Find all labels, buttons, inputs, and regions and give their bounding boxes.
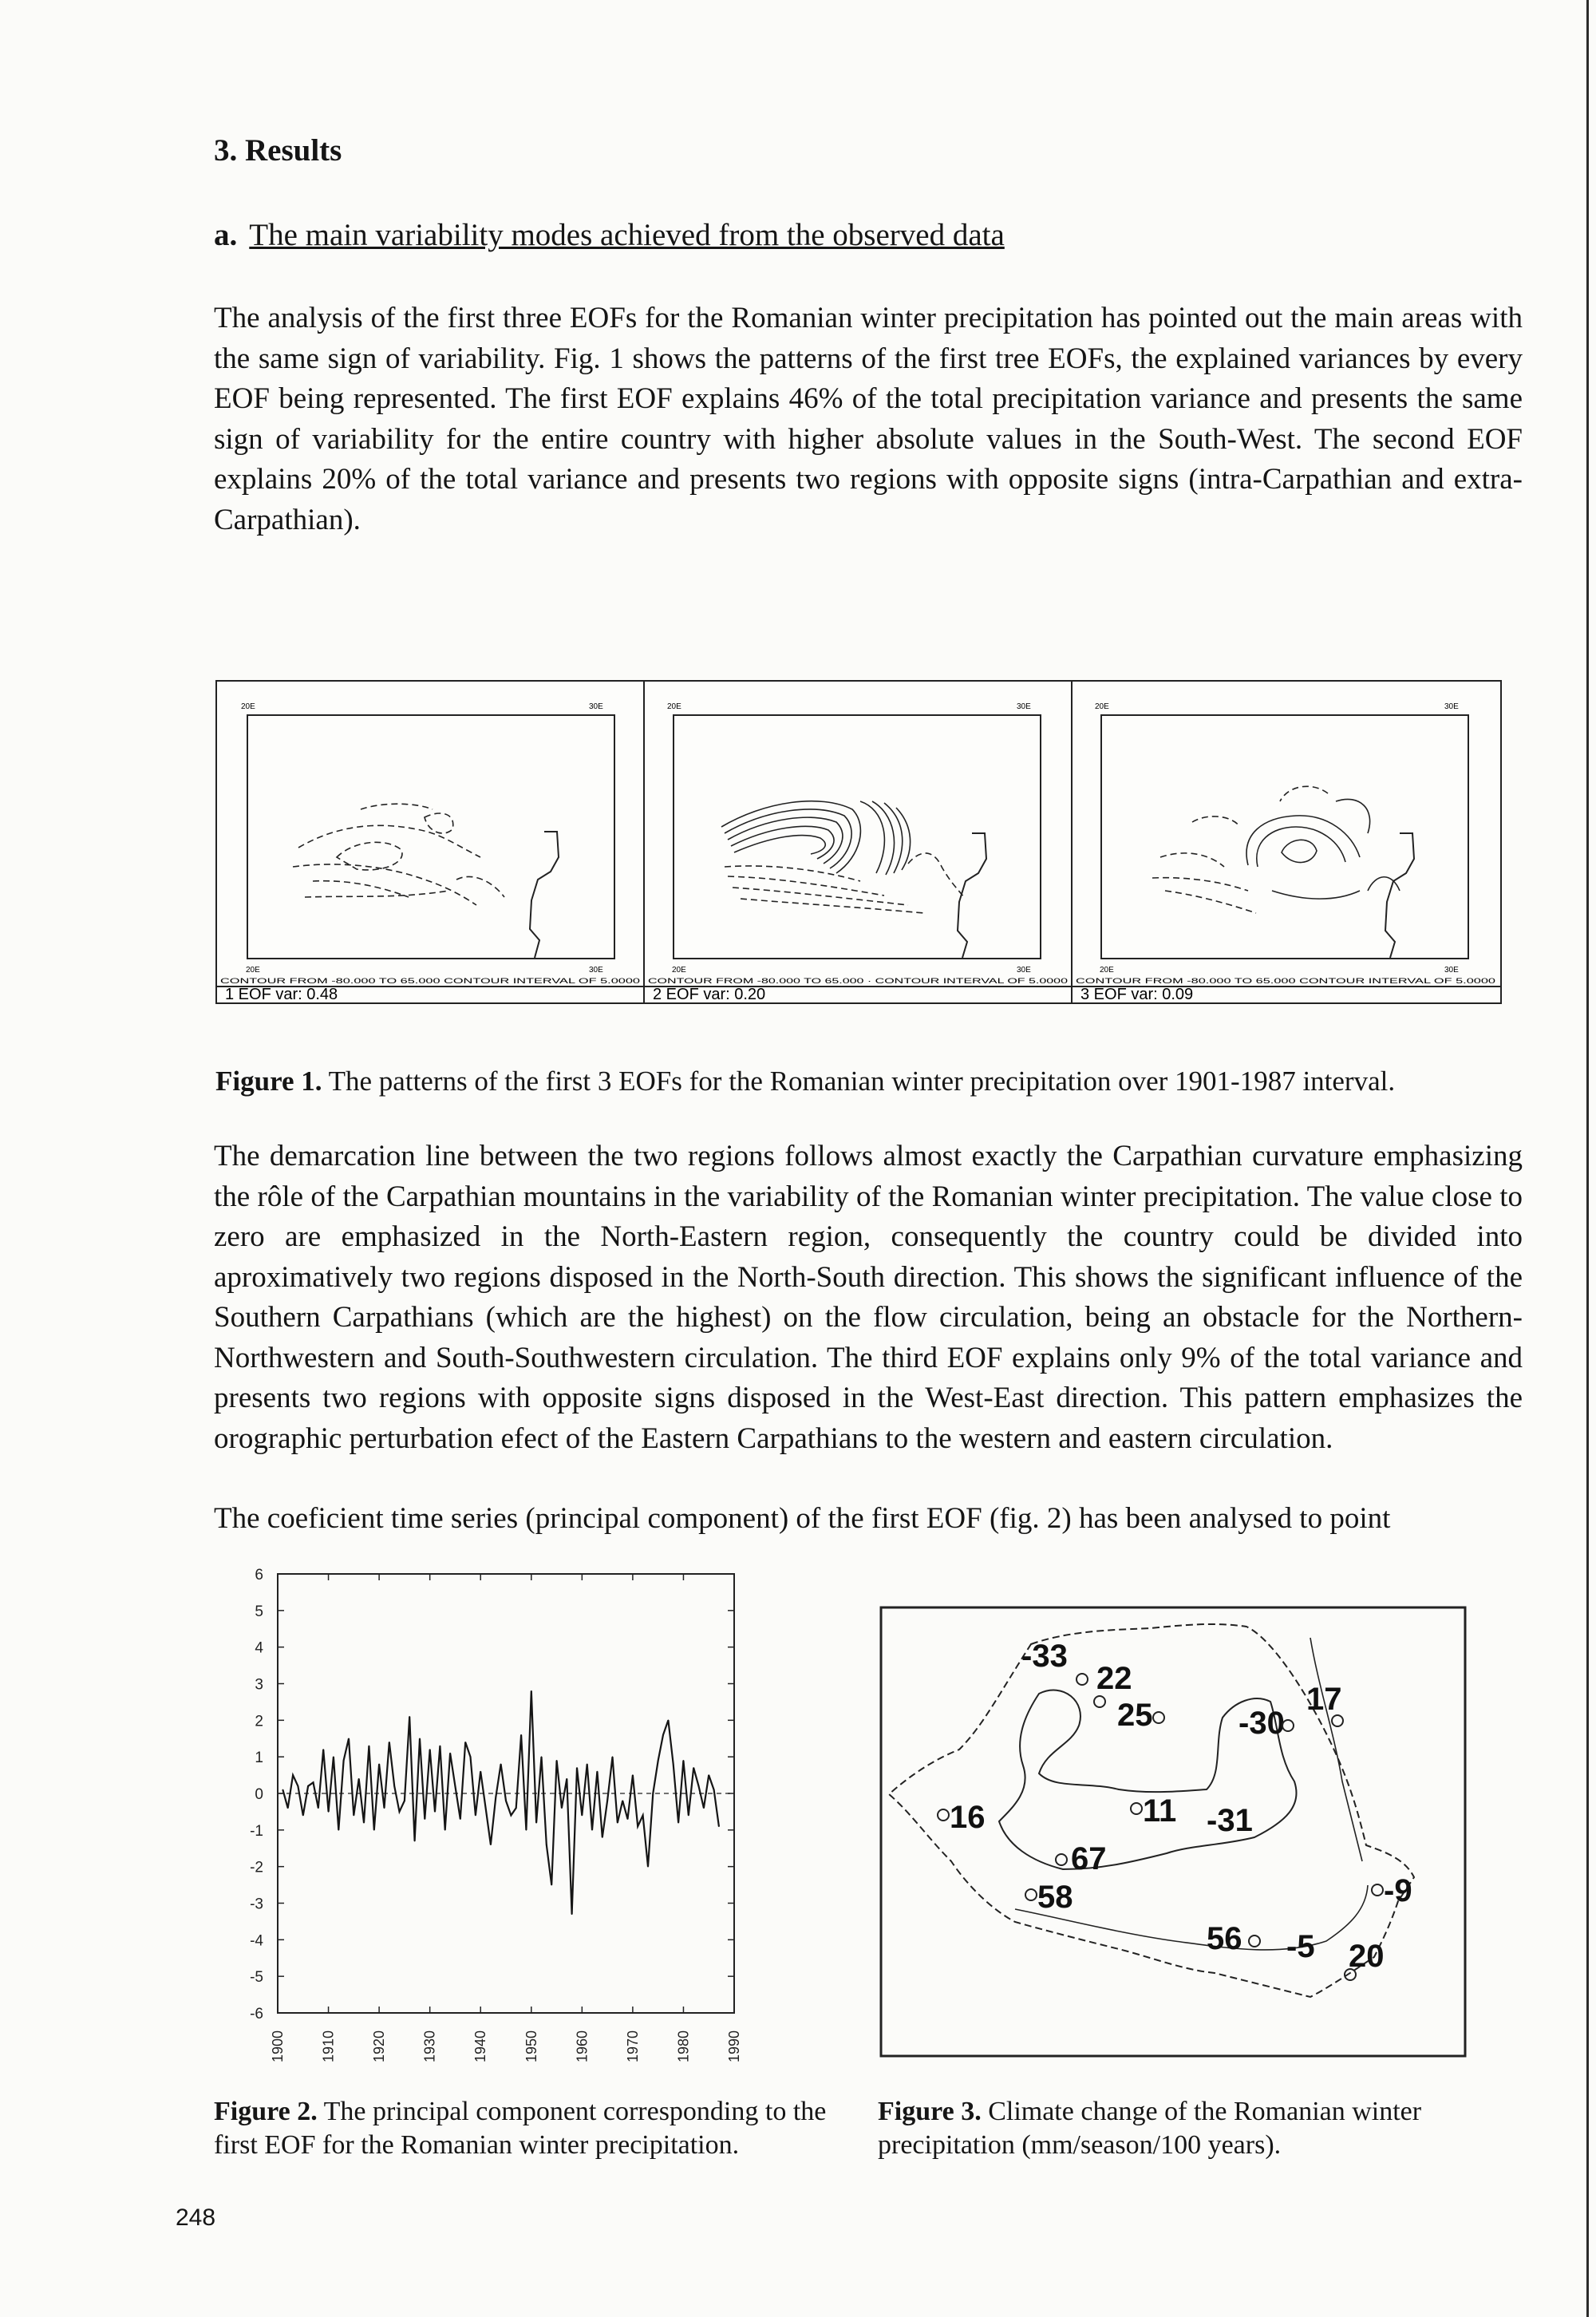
panel-2-bottom-left: 20E (672, 966, 686, 975)
page-edge-rule (1586, 0, 1589, 2317)
panel-1-map-frame (247, 715, 614, 959)
data-point (591, 1829, 593, 1831)
data-point (662, 1734, 664, 1736)
subsection-heading (214, 217, 1005, 253)
river-prut (1310, 1638, 1362, 1861)
station-value: -9 (1384, 1873, 1412, 1908)
x-tick-label: 1950 (523, 2030, 539, 2063)
figure-1-caption-text: The patterns of the first 3 EOFs for the Romanian winter precipitation over 1901-1987 interval. (328, 1066, 1396, 1097)
data-point (404, 1800, 405, 1801)
data-point (434, 1811, 436, 1813)
station-value: 22 (1096, 1661, 1132, 1696)
data-point (419, 1738, 421, 1740)
data-point (292, 1774, 294, 1776)
panel-3-corner-left: 20E (1095, 702, 1109, 711)
x-tick-label: 1990 (726, 2030, 742, 2063)
station-value: -5 (1286, 1929, 1315, 1964)
x-tick-label: 1980 (675, 2030, 692, 2063)
data-point (511, 1815, 512, 1817)
data-point (708, 1774, 709, 1776)
data-point (612, 1756, 614, 1758)
data-point (354, 1815, 355, 1817)
y-tick-label: 1 (255, 1750, 263, 1767)
data-point (698, 1785, 700, 1787)
data-point (378, 1764, 380, 1765)
data-point (425, 1818, 426, 1820)
page-number: 248 (176, 2204, 216, 2231)
data-point (606, 1800, 608, 1801)
x-tick-label: 1910 (320, 2030, 337, 2063)
data-point (668, 1720, 670, 1722)
figure-3-caption-label: Figure 3. (878, 2097, 982, 2126)
panel-3-negative-contours (1152, 786, 1328, 913)
station-value: 11 (1143, 1793, 1177, 1829)
y-tick-label: 0 (255, 1786, 263, 1803)
panel-3-bottom-right: 30E (1444, 966, 1459, 975)
eof-panel-1 (215, 680, 646, 1004)
y-tick-label: 5 (255, 1603, 263, 1620)
station-value: 16 (950, 1800, 986, 1835)
data-point (597, 1771, 598, 1773)
data-point (333, 1756, 334, 1758)
data-point (683, 1760, 685, 1761)
data-point (409, 1716, 410, 1718)
data-point (475, 1815, 476, 1817)
data-point (429, 1749, 431, 1750)
figure-2-caption-text: The principal component corresponding to the first EOF for the Romanian winter precipitation. (214, 2097, 827, 2160)
data-point (653, 1793, 654, 1794)
figure-2-caption (214, 2095, 836, 2162)
data-point (318, 1808, 319, 1809)
data-point (393, 1785, 395, 1787)
data-point (658, 1760, 659, 1761)
station-value: -31 (1207, 1803, 1253, 1838)
figure-3-map (879, 1606, 1467, 2058)
x-tick-label: 1960 (574, 2030, 591, 2063)
station-value: 20 (1349, 1939, 1385, 1974)
panel-3-coastline (1385, 833, 1414, 958)
y-tick-label: 2 (255, 1713, 263, 1730)
figure-1-caption (215, 1066, 1395, 1097)
data-point (464, 1742, 466, 1743)
section-title: 3. Results (214, 133, 342, 168)
data-point (561, 1808, 563, 1809)
station-value: -33 (1021, 1639, 1068, 1674)
panel-2-contours (721, 801, 911, 875)
data-point (582, 1815, 583, 1817)
data-point (678, 1822, 679, 1824)
y-tick-label: -4 (250, 1932, 263, 1950)
panel-1-corner-left: 20E (241, 702, 255, 711)
station-value: 58 (1037, 1880, 1073, 1915)
station-value: -30 (1238, 1706, 1285, 1741)
panel-2-contour-info: CONTOUR FROM -80.000 TO 65.000 · CONTOUR INTERVAL OF 5.0000 (648, 977, 1068, 986)
data-point (535, 1822, 537, 1824)
data-point (444, 1829, 446, 1831)
panel-1-bottom-left: 20E (246, 966, 260, 975)
data-point (480, 1771, 481, 1773)
data-point (348, 1738, 350, 1740)
x-tick-label: 1900 (270, 2030, 286, 2063)
data-point (718, 1826, 720, 1828)
data-point (526, 1829, 527, 1831)
station-value: 56 (1207, 1921, 1242, 1956)
data-point (617, 1822, 618, 1824)
panel-2-bottom-right: 30E (1017, 966, 1031, 975)
data-point (460, 1818, 461, 1820)
panel-3-label: 3 EOF var: 0.09 (1080, 986, 1194, 1002)
data-point (546, 1844, 547, 1845)
data-point (485, 1808, 487, 1809)
y-tick-label: -6 (250, 2006, 263, 2022)
paragraph-demarcation: The demarcation line between the two regions follows almost exactly the Carpathian curvature emphasizing the rôle of the Carpathian mountains in the variability of the Romanian winter precipitation. The value close to zero are emphasized in the North-Eastern region, consequently the country could be divided into aproximatively two regions disposed in the North-South direction. This shows the significant influence of the Southern Carpathians (which are the highest) on the flow circulation, being an obstacle for the Northern-Northwestern and South-Southwestern circulation. The third EOF explains only 9% of the total variance and presents two regions with opposite signs disposed in the West-East direction. This pattern emphasizes the orographic perturbation efect of the Eastern Carpathians to the western and eastern circulation. (214, 1140, 1523, 1455)
data-point (567, 1778, 568, 1780)
panel-3-contours (1246, 799, 1400, 899)
data-point (531, 1690, 532, 1692)
data-point (505, 1800, 507, 1801)
data-point (358, 1778, 360, 1780)
station-value: 67 (1071, 1841, 1107, 1876)
panel-1-contour-info: CONTOUR FROM -80.000 TO 65.000 CONTOUR INTERVAL OF 5.0000 (220, 977, 640, 986)
data-point (713, 1789, 715, 1791)
data-point (516, 1808, 517, 1809)
data-point (440, 1746, 441, 1747)
data-point (622, 1800, 623, 1801)
panel-3-bottom-left: 20E (1100, 966, 1114, 975)
data-point (673, 1764, 674, 1765)
data-point (576, 1767, 578, 1769)
y-tick-label: 6 (255, 1567, 263, 1584)
data-point (500, 1764, 502, 1765)
data-point (688, 1815, 689, 1817)
data-point (602, 1837, 603, 1838)
panel-1-corner-right: 30E (589, 702, 603, 711)
data-point (449, 1753, 451, 1754)
data-point (571, 1914, 573, 1916)
data-point (551, 1884, 552, 1886)
data-point (627, 1818, 629, 1820)
data-point (490, 1844, 492, 1845)
data-point (389, 1742, 390, 1743)
eof-panel-2 (643, 680, 1074, 1004)
panel-2-corner-left: 20E (667, 702, 681, 711)
x-tick-label: 1970 (624, 2030, 641, 2063)
panel-2-corner-right: 30E (1017, 702, 1031, 711)
panel-2-negative-contours (725, 853, 964, 913)
data-point (647, 1866, 649, 1868)
data-point (322, 1749, 324, 1750)
figure-1-caption-label: Figure 1. (215, 1066, 322, 1097)
data-point (287, 1808, 289, 1809)
data-point (282, 1789, 284, 1791)
data-point (556, 1760, 558, 1761)
figure-2-caption-label: Figure 2. (214, 2097, 318, 2126)
panel-3-contour-info: CONTOUR FROM -80.000 TO 65.000 CONTOUR INTERVAL OF 5.0000 (1076, 977, 1495, 986)
data-point (298, 1785, 299, 1787)
y-tick-label: -5 (250, 1969, 263, 1987)
panel-1-contours (293, 804, 504, 905)
data-point (363, 1822, 365, 1824)
data-point (414, 1841, 416, 1842)
data-point (373, 1829, 375, 1831)
data-point (470, 1756, 472, 1758)
subsection-label: a. (214, 218, 238, 252)
x-tick-label: 1920 (371, 2030, 388, 2063)
panel-1-coastline (530, 832, 559, 958)
x-tick-label: 1940 (472, 2030, 489, 2063)
data-point (520, 1734, 522, 1736)
data-point (399, 1811, 401, 1813)
data-point (455, 1785, 456, 1787)
station-value: 17 (1306, 1682, 1342, 1717)
paragraph-time-series: The coeficient time series (principal component) of the first EOF (fig. 2) has been analysed to point (214, 1502, 1391, 1535)
figure-2-chart (231, 1556, 774, 2083)
data-point (541, 1756, 543, 1758)
paragraph-intro: The analysis of the first three EOFs for the Romanian winter precipitation has pointed out the main areas with the same sign of variability. Fig. 1 shows the patterns of the first tree EOFs, the explained variances by every EOF being represented. The first EOF explains 46% of the total precipitation variance and presents the same sign of variability for the entire country with higher absolute values in the South-West. The second EOF explains 20% of the total variance and presents two regions with opposite signs (intra-Carpathian and extra-Carpathian). (214, 302, 1523, 536)
data-point (703, 1808, 705, 1809)
x-tick-label: 1930 (421, 2030, 438, 2063)
data-point (343, 1760, 345, 1761)
data-point (328, 1811, 330, 1813)
y-tick-label: 3 (255, 1676, 263, 1694)
y-tick-label: 4 (255, 1639, 263, 1657)
data-point (496, 1797, 497, 1798)
data-point (307, 1785, 309, 1787)
panel-2-label: 2 EOF var: 0.20 (653, 986, 766, 1002)
panel-1-label: 1 EOF var: 0.48 (225, 986, 338, 1002)
y-tick-label: -2 (250, 1859, 263, 1876)
pc1-series-line (282, 1691, 719, 1915)
data-point (302, 1815, 304, 1817)
data-point (632, 1774, 634, 1776)
y-tick-label: -3 (250, 1896, 263, 1913)
panel-1-bottom-right: 30E (589, 966, 603, 975)
data-point (587, 1764, 588, 1765)
station-value: 25 (1117, 1698, 1153, 1733)
data-point (313, 1782, 314, 1784)
data-point (338, 1829, 340, 1831)
panel-3-corner-right: 30E (1444, 702, 1459, 711)
data-point (384, 1808, 385, 1809)
eof-panel-3 (1071, 680, 1502, 1004)
data-point (693, 1767, 694, 1769)
figure-3-caption-text: Climate change of the Romanian winter precipitation (mm/season/100 years). (878, 2097, 1422, 2160)
data-point (642, 1815, 644, 1817)
figure-3-caption (878, 2095, 1524, 2162)
data-point (369, 1746, 370, 1747)
y-tick-label: -1 (250, 1822, 263, 1840)
data-point (637, 1826, 638, 1828)
subsection-title: The main variability modes achieved from the observed data (249, 218, 1005, 252)
